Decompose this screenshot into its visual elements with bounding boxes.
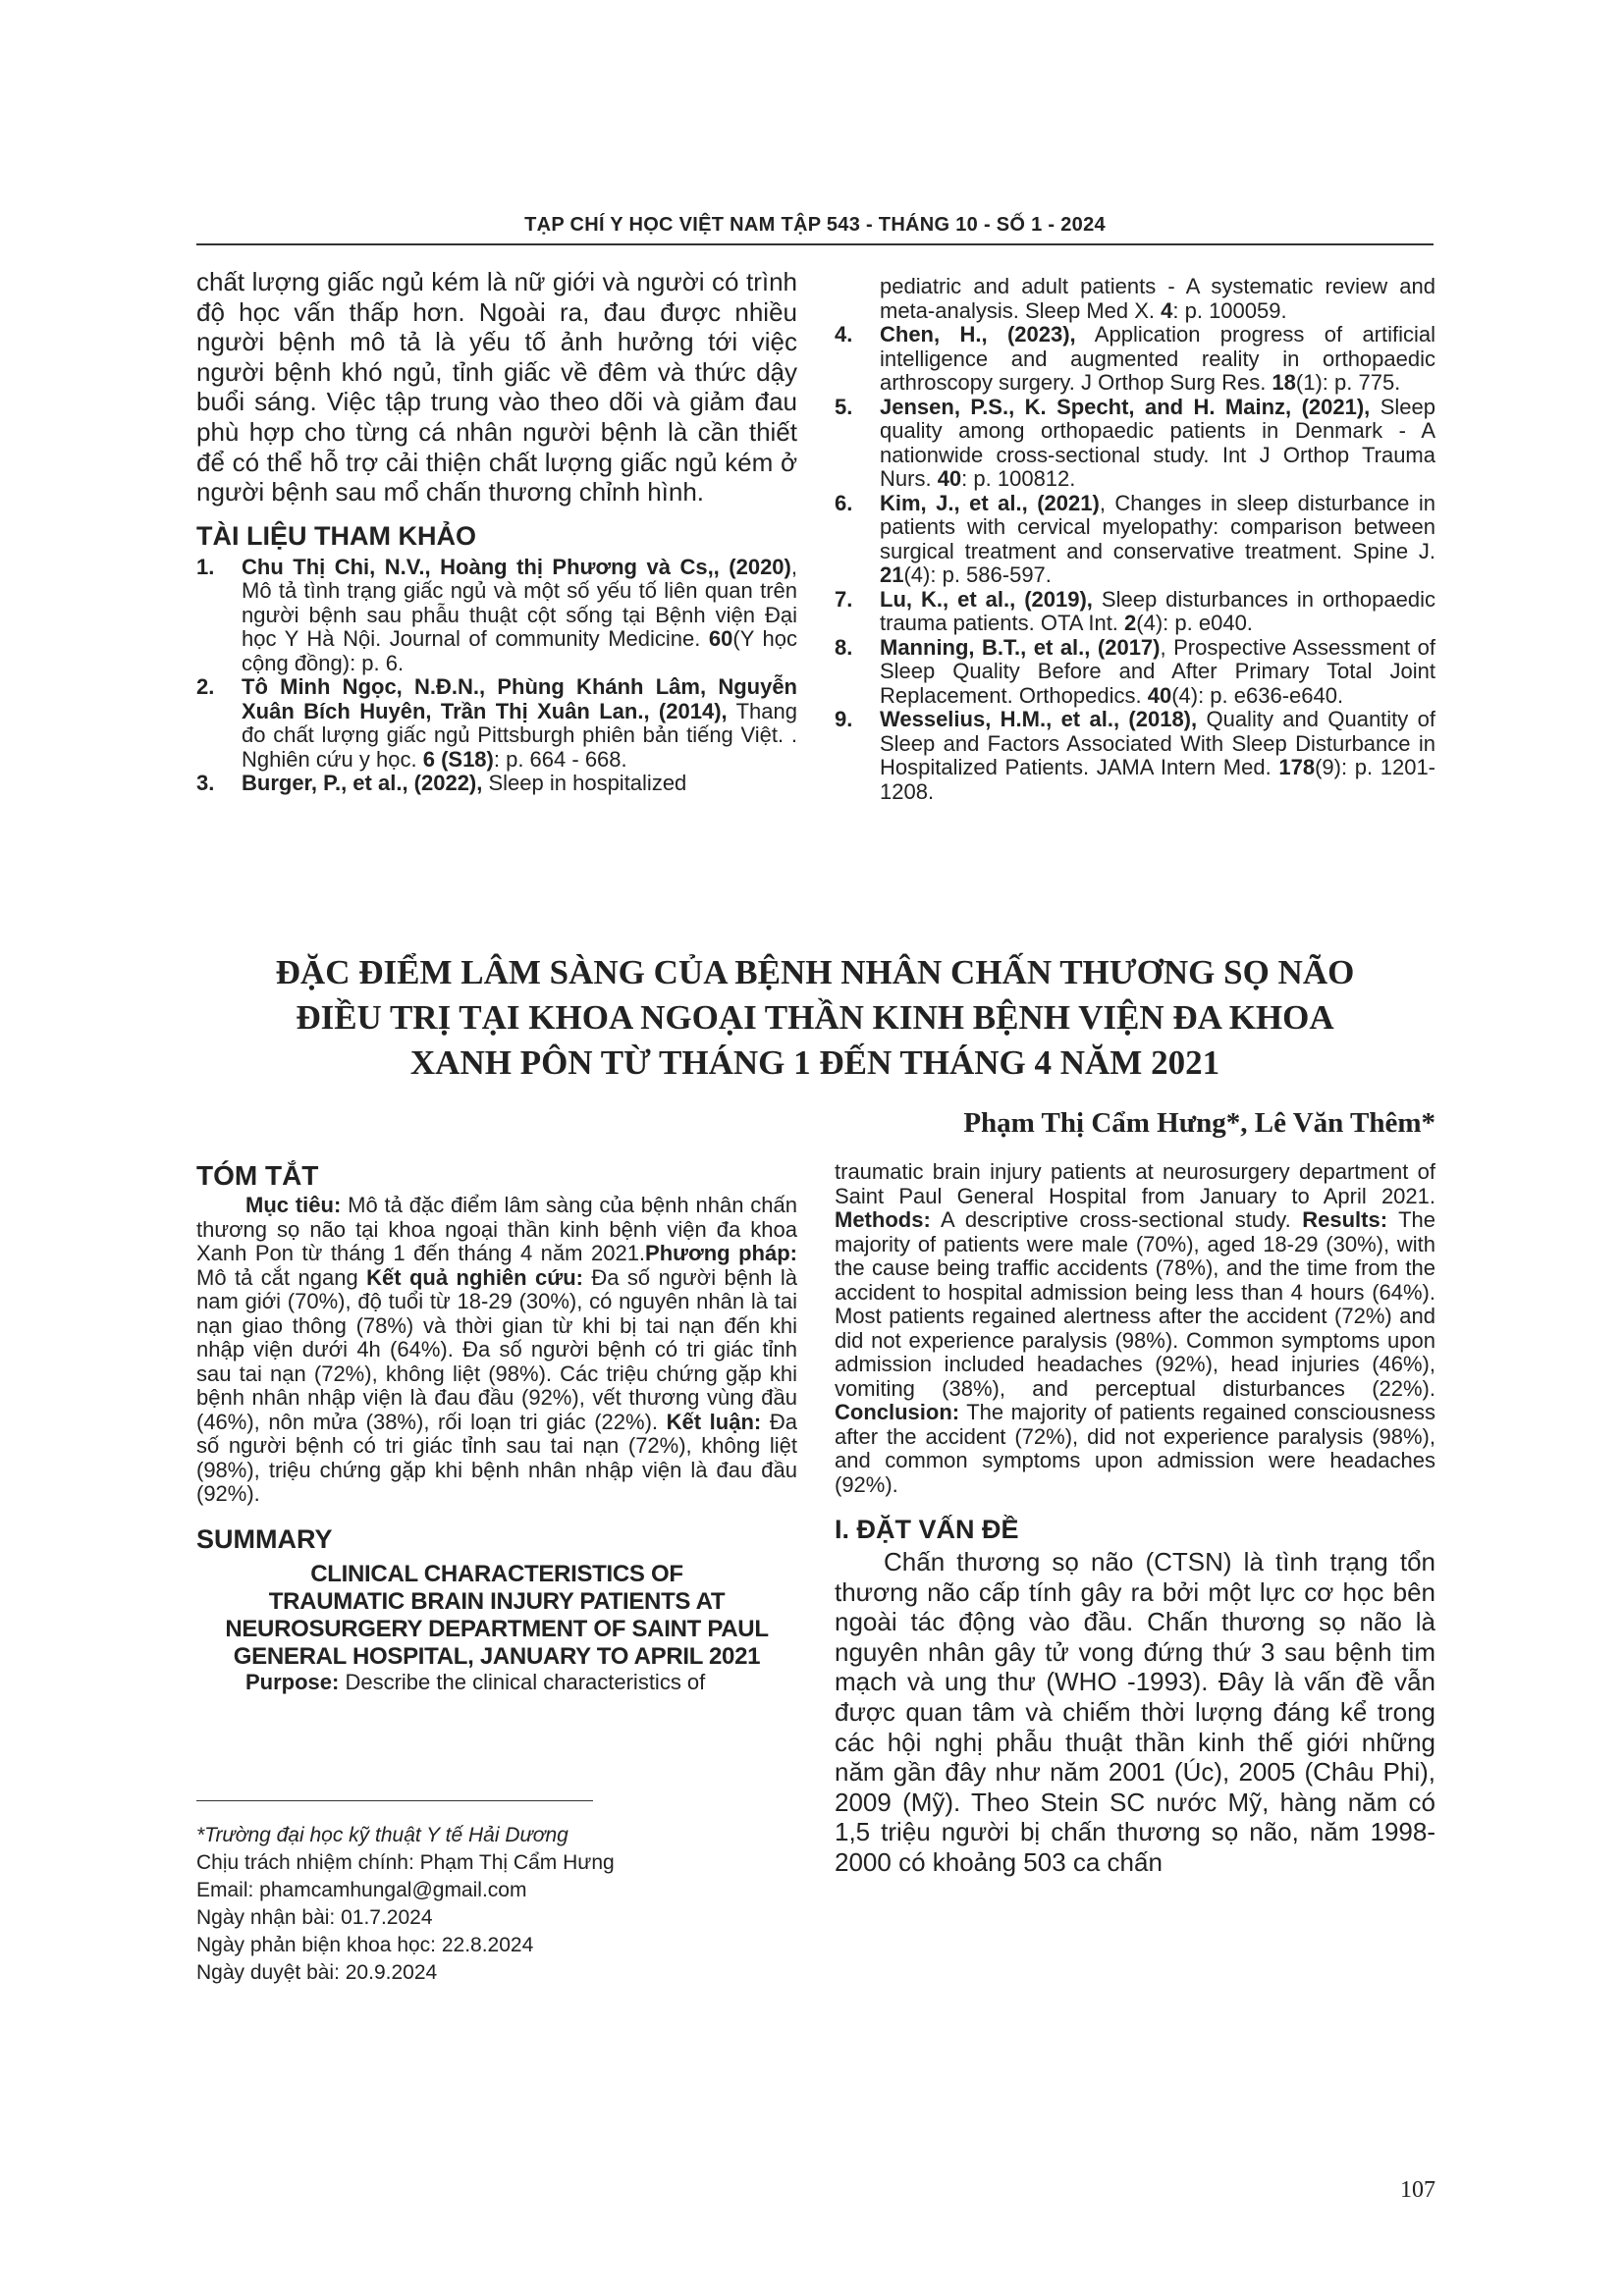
reference-text: Application progress of artificial intelligence and augmented reality in orthopaedic arthroscopy surgery. J Orthop Surg Res.: [880, 322, 1436, 395]
received-date: Ngày nhận bài: 01.7.2024: [196, 1906, 433, 1929]
reference-text: Sleep disturbances in orthopaedic trauma patients. OTA Int.: [880, 586, 1435, 635]
reference-number: 1.: [196, 554, 215, 579]
reference-tail: : p. 100059.: [1172, 297, 1287, 323]
reference-tail: (1): p. 775.: [1295, 370, 1401, 395]
reference-number: 2.: [196, 674, 215, 700]
methods-label: Methods:: [835, 1207, 931, 1232]
conclusion-label: Conclusion:: [835, 1400, 960, 1424]
results-text: The majority of patients were male (70%), aged 18-29 (30%), with the cause being traffic accidents (78%), and the time from the accident to hospital admission being less than 4 hours (64%). Most patients regained alertness after the accident (72%) and did not experience paralysis (98%). Common symptoms upon admission included headaches (92%), head injuries (46%), vomiting (38%), and perceptual disturbances (22%).: [835, 1207, 1435, 1401]
purpose-label: Purpose:: [245, 1669, 340, 1694]
results-label: Kết quả nghiên cứu:: [366, 1264, 583, 1290]
reviewed-date: Ngày phản biện khoa học: 22.8.2024: [196, 1934, 534, 1956]
reference-volume: 21: [880, 562, 904, 587]
reference-authors: Jensen, P.S., K. Specht, and H. Mainz, (2021),: [880, 394, 1371, 419]
reference-tail: (4): p. e636-e640.: [1171, 682, 1344, 708]
left-column-abstract: [196, 1160, 797, 1694]
summary-purpose: [196, 1671, 797, 1695]
results-label: Results:: [1302, 1207, 1388, 1232]
reference-authors: Manning, B.T., et al., (2017): [880, 634, 1161, 660]
reference-number: 5.: [835, 394, 853, 419]
reference-number: 9.: [835, 707, 853, 731]
reference-number: 7.: [835, 586, 853, 612]
reference-tail: : p. 100812.: [961, 466, 1076, 491]
method-text: Mô tả cắt ngang: [196, 1264, 367, 1290]
article-title-line: ĐẶC ĐIỂM LÂM SÀNG CỦA BỆNH NHÂN CHẤN THƯƠNG SỌ NÃO: [275, 953, 1355, 991]
methods-text: A descriptive cross-sectional study.: [930, 1207, 1303, 1232]
page-number: 107: [1400, 2177, 1435, 2203]
header-rule: [196, 243, 1434, 245]
summary-title-line: CLINICAL CHARACTERISTICS OF: [310, 1560, 683, 1587]
reference-item: [196, 772, 797, 796]
reference-text: pediatric and adult patients - A systematic review and meta-analysis. Sleep Med X.: [880, 274, 1435, 323]
corresponding-author: Chịu trách nhiệm chính: Phạm Thị Cẩm Hưng: [196, 1851, 615, 1874]
reference-volume: 60: [708, 626, 733, 652]
previous-article-paragraph: chất lượng giấc ngủ kém là nữ giới và người có trình độ học vấn thấp hơn. Ngoài ra, đau được nhiều người bệnh mô tả là yếu tố ảnh hưởng tới việc người bệnh khó ngủ, tỉnh giấc về đêm và thức dậy buổi sáng. Việc tập trung vào theo dõi và giảm đau phù hợp cho từng cá nhân người bệnh là cần thiết để có thể hỗ trợ cải thiện chất lượng giấc ngủ kém ở người bệnh sau mổ chấn thương chỉnh hình.: [196, 267, 797, 507]
reference-text: Quality and Quantity of Sleep and Factors Associated With Sleep Disturbance in Hospitalized Patients. JAMA Intern Med.: [880, 707, 1435, 779]
reference-authors: Chu Thị Chi, N.V., Hoàng thị Phương và Cs,, (2020): [242, 554, 791, 579]
reference-text: Sleep quality among orthopaedic patients in Denmark - A nationwide cross-sectional study. Int J Orthop Trauma Nurs.: [880, 394, 1435, 491]
reference-tail: (Y học cộng đồng): p. 6.: [242, 626, 797, 675]
summary-text: [835, 1160, 1435, 1497]
reference-volume: 178: [1278, 755, 1316, 779]
reference-authors: Tô Minh Ngọc, N.Đ.N., Phùng Khánh Lâm, Nguyễn Xuân Bích Huyên, Trần Thị Xuân Lan., (2014),: [242, 674, 797, 723]
right-column-top: [835, 275, 1435, 804]
reference-item: [835, 492, 1435, 588]
reference-authors: Chen, H., (2023),: [880, 322, 1076, 347]
reference-item: [835, 323, 1435, 396]
references-heading: TÀI LIỆU THAM KHẢO: [196, 520, 476, 551]
accepted-date: Ngày duyệt bài: 20.9.2024: [196, 1961, 438, 1984]
reference-number: 4.: [835, 322, 853, 347]
summary-continuation: traumatic brain injury patients at neurosurgery department of Saint Paul General Hospital from January to April 2021.: [835, 1159, 1435, 1208]
objective-text: Mô tả đặc điểm lâm sàng của bệnh nhân chấn thương sọ não tại khoa ngoại thần kinh bệnh viện đa khoa Xanh Pon từ tháng 1 đến tháng 4 năm 2021.: [196, 1193, 797, 1265]
purpose-text: Describe the clinical characteristics of: [339, 1669, 706, 1694]
summary-title: [196, 1561, 797, 1671]
reference-volume: 4: [1161, 297, 1173, 323]
journal-header: TẠP CHÍ Y HỌC VIỆT NAM TẬP 543 - THÁNG 10 - SỐ 1 - 2024: [524, 214, 1106, 236]
reference-volume: 18: [1272, 370, 1296, 395]
reference-text: , Changes in sleep disturbance in patients with cervical myelopathy: comparison between surgical treatment and conservative treatment. Spine J.: [880, 490, 1435, 563]
summary-heading: SUMMARY: [196, 1523, 333, 1554]
article-title-line: XANH PÔN TỪ THÁNG 1 ĐẾN THÁNG 4 NĂM 2021: [409, 1043, 1220, 1082]
left-column-top: [196, 267, 797, 796]
affiliation: *Trường đại học kỹ thuật Y tế Hải Dương: [196, 1824, 568, 1846]
reference-authors: Lu, K., et al., (2019),: [880, 586, 1093, 612]
right-column-abstract: [835, 1160, 1435, 1878]
email: Email: phamcamhungal@gmail.com: [196, 1879, 527, 1901]
reference-continuation: [835, 275, 1435, 323]
reference-authors: Kim, J., et al., (2021): [880, 490, 1100, 515]
summary-title-line: TRAUMATIC BRAIN INJURY PATIENTS AT: [268, 1587, 726, 1615]
reference-number: 3.: [196, 771, 215, 796]
references-list-right: [835, 275, 1435, 804]
reference-volume: 40: [937, 466, 962, 491]
reference-item: [835, 396, 1435, 492]
footnote: [196, 1822, 785, 1987]
reference-text: , Mô tả tình trạng giấc ngủ và một số yếu tố liên quan trên người bệnh sau phẫu thuật cột sống tại Bệnh viện Đại học Y Hà Nội. Journal of community Medicine.: [242, 554, 797, 652]
article-authors: Phạm Thị Cẩm Hưng*, Lê Văn Thêm*: [963, 1107, 1435, 1139]
summary-title-line: NEUROSURGERY DEPARTMENT OF SAINT PAUL: [225, 1615, 769, 1642]
article-title: [196, 950, 1434, 1086]
abstract-heading: TÓM TẮT: [196, 1160, 319, 1191]
reference-text: Thang đo chất lượng giấc ngủ Pittsburgh phiên bản tiếng Việt. . Nghiên cứu y học.: [242, 698, 797, 772]
results-text: Đa số người bệnh là nam giới (70%), độ tuổi từ 18-29 (30%), có nguyên nhân là tai nạn giao thông (78%) và thời gian từ khi bị tai nạn đến khi nhập viện dưới 4h (64%). Đa số người bệnh có tri giác tỉnh sau tai nạn (72%), không liệt (98%). Các triệu chứng gặp khi bệnh nhân nhập viện là đau đầu (92%), vết thương vùng đầu (46%), nôn mửa (38%), rối loạn tri giác (22%).: [196, 1264, 797, 1434]
reference-tail: (4): p. e040.: [1136, 611, 1253, 635]
reference-volume: 6 (S18): [422, 746, 494, 772]
conclusion-text: The majority of patients regained consciousness after the accident (72%), did not experience paralysis (98%), and common symptoms upon admission were headaches (92%).: [835, 1400, 1435, 1497]
reference-tail: : p. 664 - 668.: [493, 746, 627, 772]
section-1-heading: I. ĐẶT VẤN ĐỀ: [835, 1515, 1019, 1544]
reference-volume: 2: [1124, 611, 1137, 635]
reference-text: , Prospective Assessment of Sleep Quality Before and After Primary Total Joint Replacement. Orthopedics.: [880, 634, 1436, 708]
reference-authors: Burger, P., et al., (2022),: [242, 771, 483, 796]
reference-item: [835, 588, 1435, 636]
reference-text: Sleep in hospitalized: [482, 771, 687, 796]
abstract-vi-text: [196, 1194, 797, 1507]
reference-tail: (4): p. 586-597.: [903, 562, 1052, 587]
reference-item: [835, 636, 1435, 709]
reference-number: 6.: [835, 490, 853, 515]
section-1-text: Chấn thương sọ não (CTSN) là tình trạng tổn thương não cấp tính gây ra bởi một lực cơ học bên ngoài tác động vào đầu. Chấn thương sọ não là nguyên nhân gây tử vong đứng thứ 3 sau bệnh tim mạch và ung thư (WHO -1993). Đây là vấn đề vẫn được quan tâm và chiếm thời lượng đáng kể trong các hội nghị phẫu thuật thần kinh thế giới những năm gần đây như năm 2001 (Úc), 2005 (Châu Phi), 2009 (Mỹ). Theo Stein SC nước Mỹ, hàng năm có 1,5 triệu người bị chấn thương sọ não, năm 1998-2000 có khoảng 503 ca chấn: [835, 1547, 1435, 1877]
reference-volume: 40: [1147, 682, 1172, 708]
references-list-left: [196, 556, 797, 796]
reference-number: 8.: [835, 634, 853, 660]
method-label: Phương pháp:: [645, 1241, 797, 1265]
reference-item: [835, 708, 1435, 804]
reference-tail: (9): p. 1201-1208.: [880, 755, 1436, 804]
objective-label: Mục tiêu:: [245, 1193, 342, 1217]
reference-item: [196, 556, 797, 676]
conclusion-label: Kết luận:: [666, 1409, 762, 1434]
article-title-line: ĐIỀU TRỊ TẠI KHOA NGOẠI THẦN KINH BỆNH VIỆN ĐA KHOA: [296, 998, 1334, 1037]
reference-authors: Wesselius, H.M., et al., (2018),: [880, 707, 1198, 731]
reference-item: [196, 675, 797, 772]
footnote-rule: [196, 1800, 593, 1801]
conclusion-text: Đa số người bệnh có tri giác tỉnh sau tai nạn (72%), không liệt (98%), triệu chứng gặp khi bệnh nhân nhập viện là đau đầu (92%).: [196, 1409, 797, 1506]
summary-title-line: GENERAL HOSPITAL, JANUARY TO APRIL 2021: [233, 1642, 761, 1670]
